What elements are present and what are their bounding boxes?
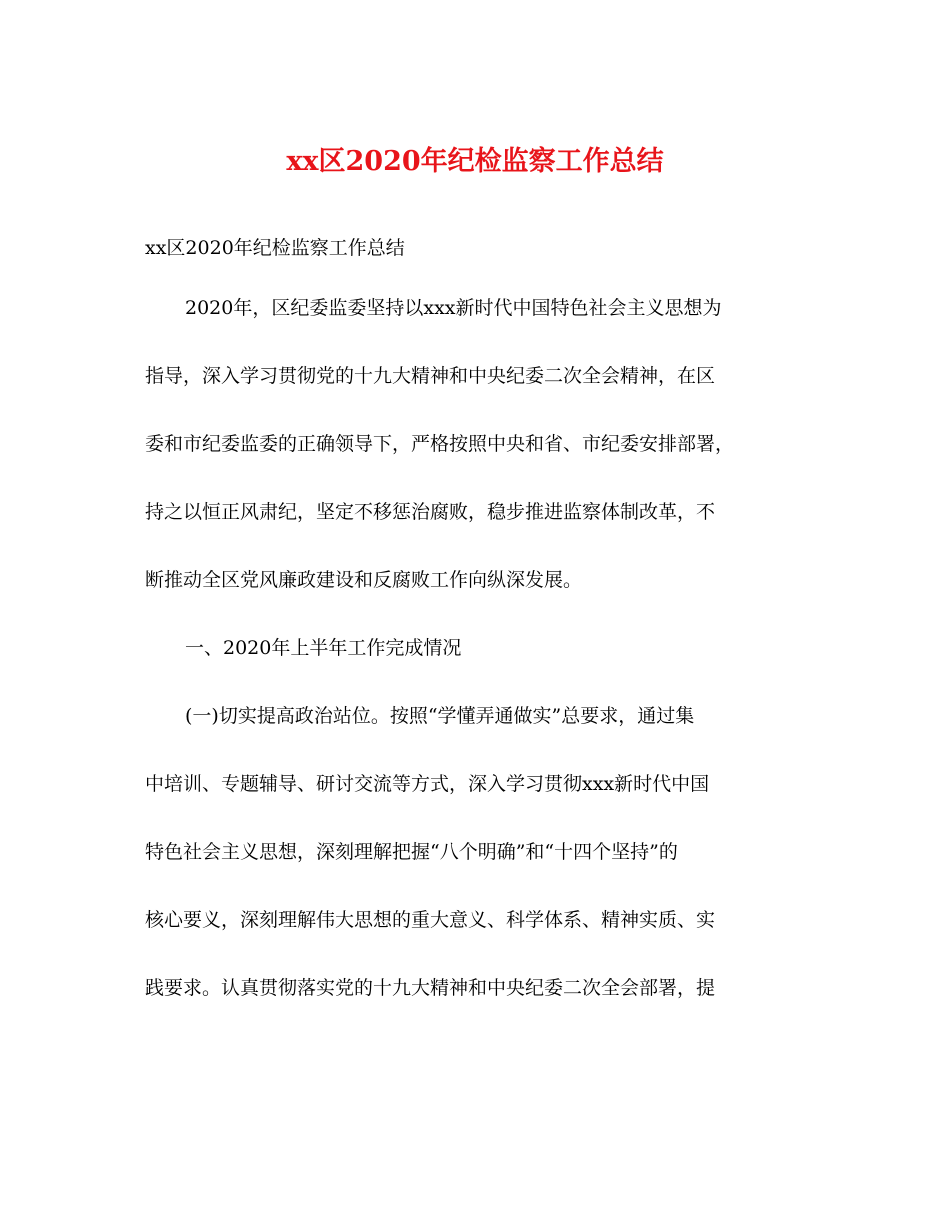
paragraph-line: 践要求。认真贯彻落实党的十九大精神和中央纪委二次全会部署，提: [145, 977, 716, 999]
paragraph-line: 特色社会主义思想，深刻理解把握“八个明确”和“十四个坚持”的: [145, 841, 678, 863]
document-body: [145, 288, 805, 1036]
paragraph-line: 断推动全区党风廉政建设和反腐败工作向纵深发展。: [145, 569, 583, 591]
paragraph-line: 核心要义，深刻理解伟大思想的重大意义、科学体系、精神实质、实: [145, 909, 716, 931]
paragraph-line: 中培训、专题辅导、研讨交流等方式，深入学习贯彻xxx新时代中国: [145, 773, 710, 795]
document-title: xx区2020年纪检监察工作总结: [286, 146, 664, 177]
paragraph-line: 持之以恒正风肃纪，坚定不移惩治腐败，稳步推进监察体制改革，不: [145, 501, 716, 523]
paragraph-line: 委和市纪委监委的正确领导下，严格按照中央和省、市纪委安排部署，: [145, 433, 735, 455]
paragraph-line: 2020年，区纪委监委坚持以xxx新时代中国特色社会主义思想为: [185, 297, 722, 319]
paragraph-line: 指导，深入学习贯彻党的十九大精神和中央纪委二次全会精神，在区: [145, 365, 716, 387]
section-heading: 一、2020年上半年工作完成情况: [185, 637, 462, 659]
paragraph-line: (一)切实提高政治站位。按照“学懂弄通做实”总要求，通过集: [185, 705, 695, 727]
document-subtitle: xx区2020年纪检监察工作总结: [145, 237, 405, 259]
